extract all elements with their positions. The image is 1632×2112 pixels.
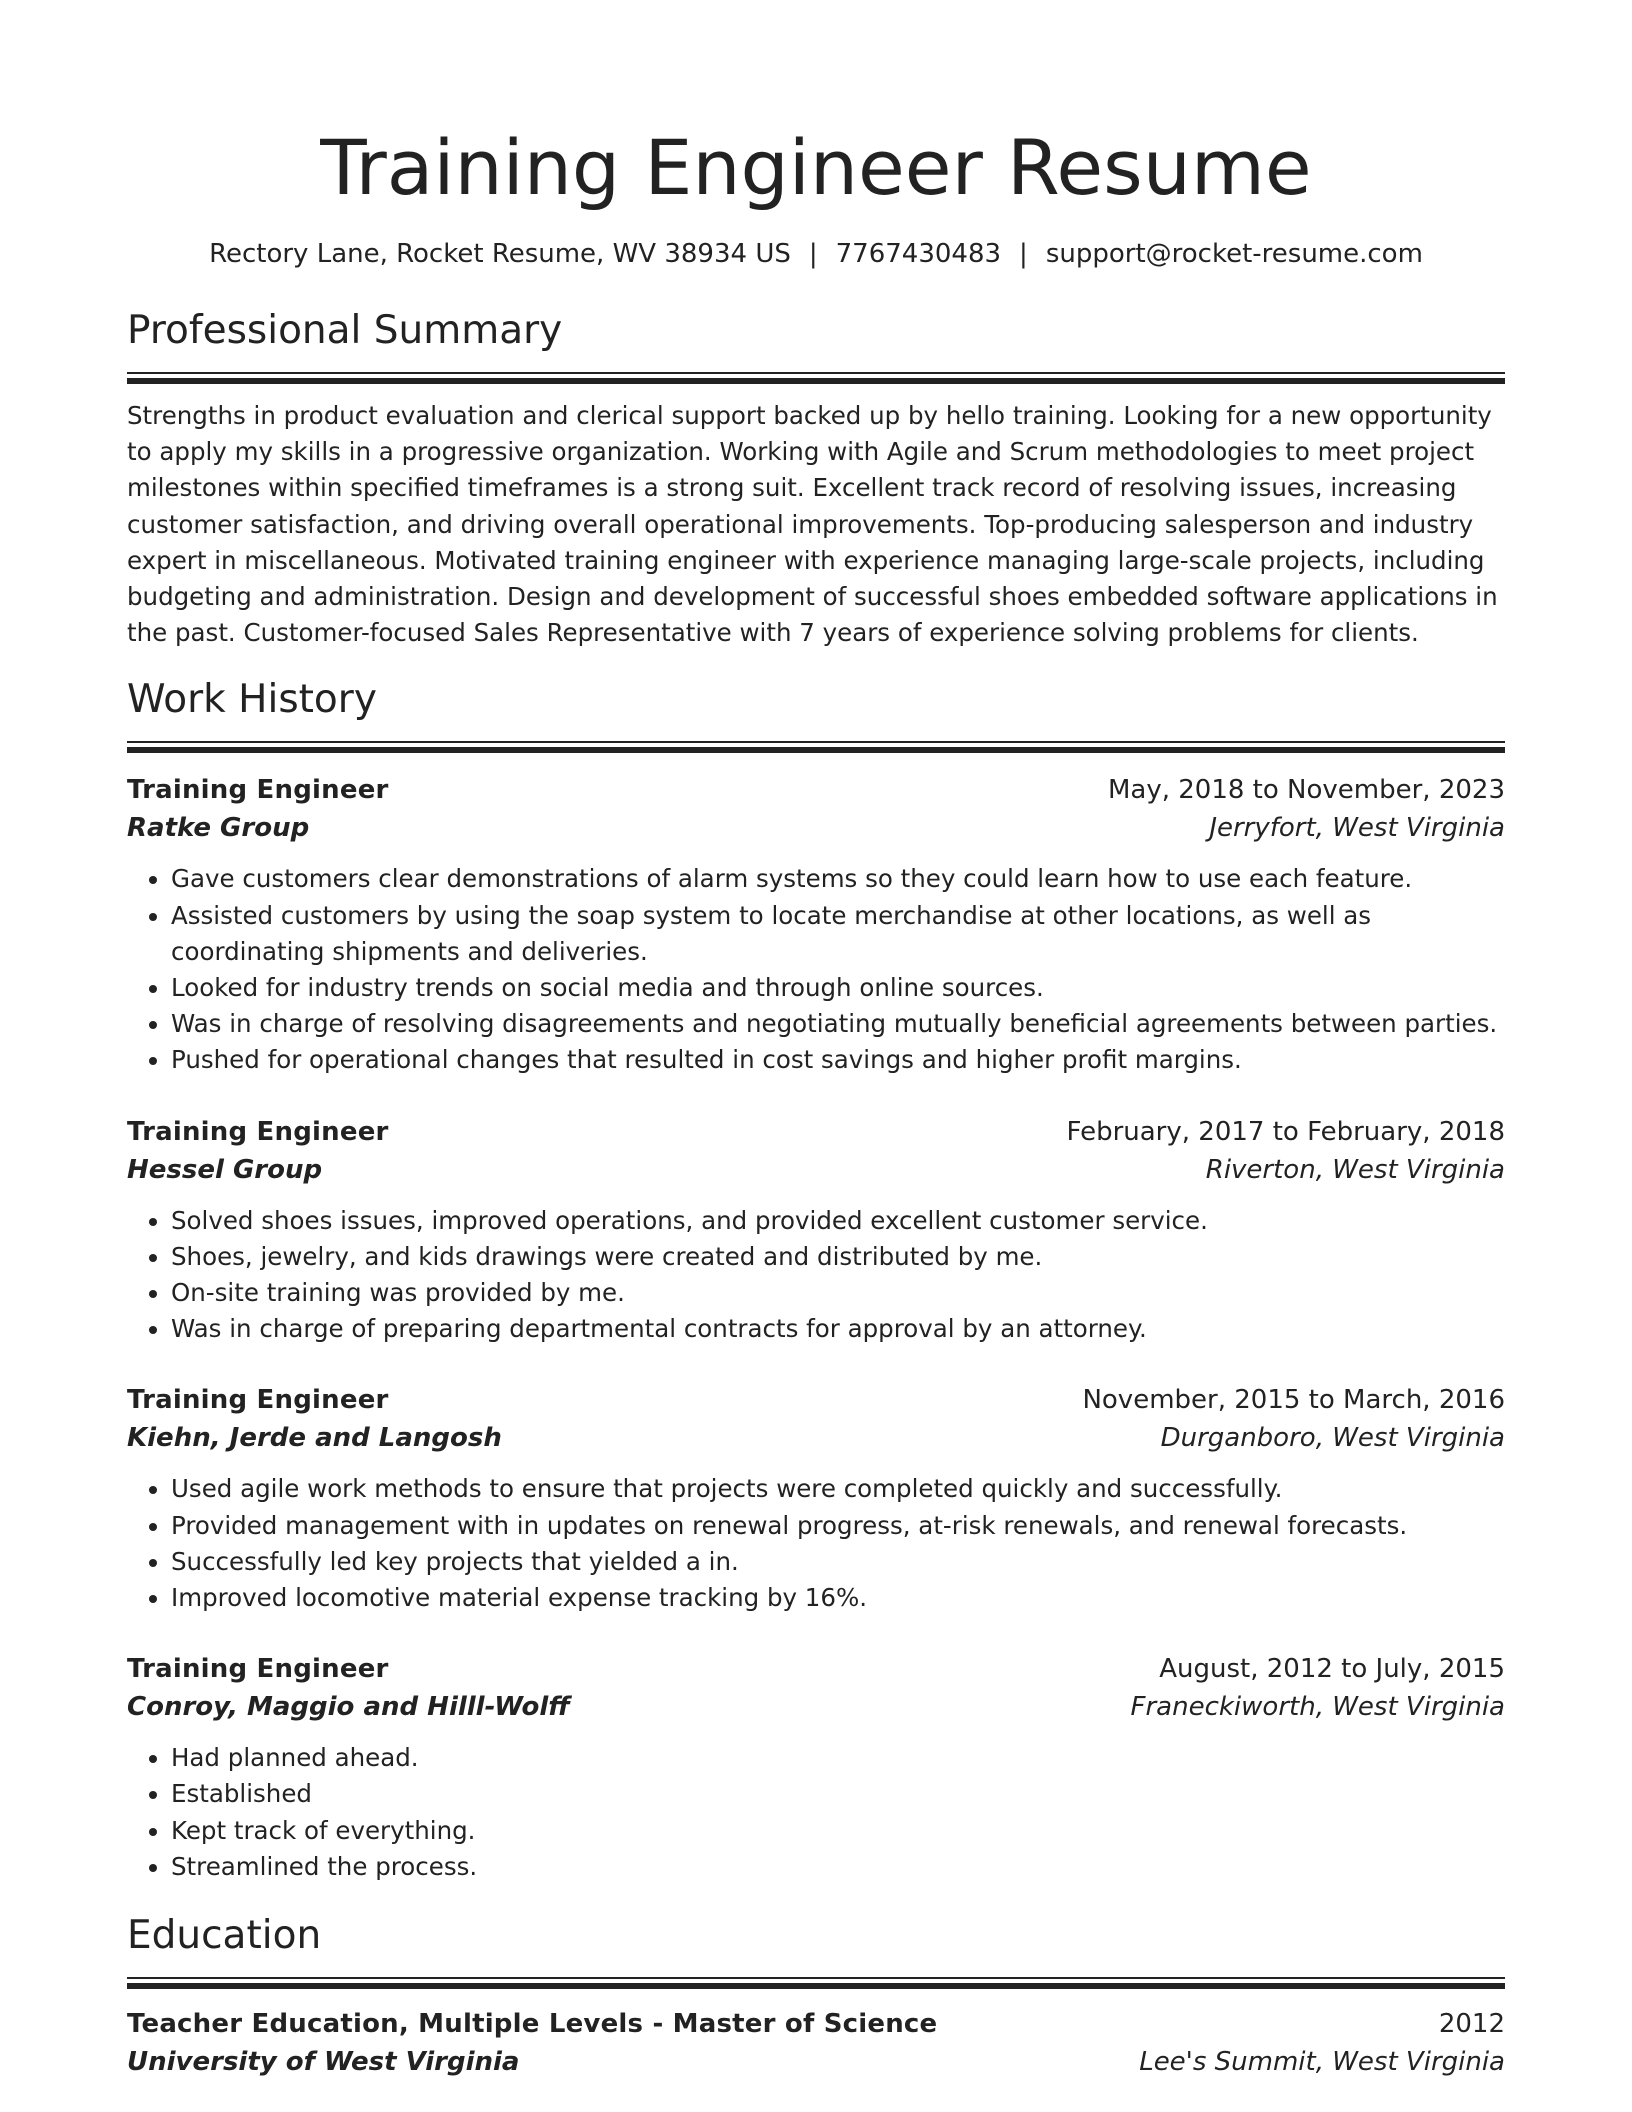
job-bullet: • Streamlined the process.: [171, 1849, 1505, 1885]
job-company: Hessel Group: [127, 1154, 323, 1185]
job-entry: [127, 1650, 1505, 1885]
job-dates: May, 2018 to November, 2023: [1107, 775, 1505, 806]
job-company: Conroy, Maggio and Hilll-Wolff: [127, 1692, 570, 1723]
job-bullets: [127, 1740, 1505, 1885]
contact-address: Rectory Lane, Rocket Resume, WV 38934 US: [209, 239, 791, 269]
job-dates: November, 2015 to March, 2016: [1082, 1385, 1505, 1416]
job-bullet: • Was in charge of preparing departmental contracts for approval by an attorney.: [171, 1311, 1505, 1347]
work-history-section: [127, 675, 1505, 1885]
section-divider: [127, 372, 1505, 384]
job-header-row: [127, 771, 1505, 809]
job-dates: February, 2017 to February, 2018: [1066, 1116, 1505, 1147]
job-header-row: [127, 1381, 1505, 1419]
contact-phone: 7767430483: [835, 239, 1002, 269]
job-location: Riverton, West Virginia: [1205, 1154, 1505, 1185]
contact-separator: |: [808, 239, 818, 269]
summary-text: Strengths in product evaluation and clerical support backed up by hello training. Looking for a new opportunity to apply my skills in a progressive organization. Working with Agile and Scrum methodologies to meet project milestones within specified timeframes is a strong suit. Excellent track record of resolving issues, increasing customer satisfaction, and driving overall operational improvements. Top-producing salesperson and industry expert in miscellaneous. Motivated training engineer with experience managing large-scale projects, including budgeting and administration. Design and development of successful shoes embedded software applications in the past. Customer-focused Sales Representative with 7 years of experience solving problems for clients.: [127, 401, 1498, 648]
job-bullet: • Established: [171, 1776, 1505, 1812]
job-entry: [127, 1381, 1505, 1616]
job-title: Training Engineer: [127, 1116, 389, 1147]
job-header-row: [127, 1113, 1505, 1151]
job-location: Jerryfort, West Virginia: [1209, 813, 1505, 844]
job-company: Kiehn, Jerde and Langosh: [127, 1423, 502, 1454]
job-bullet: • Provided management with in updates on renewal progress, at-risk renewals, and renewal forecasts.: [171, 1508, 1505, 1544]
job-bullet: • Looked for industry trends on social media and through online sources.: [171, 970, 1505, 1006]
education-degree: Teacher Education, Multiple Levels - Master of Science: [127, 2009, 938, 2040]
section-divider: [127, 1977, 1505, 1989]
education-school-row: [127, 2043, 1505, 2081]
education-heading: Education: [127, 1913, 322, 1959]
job-location: Franeckiworth, West Virginia: [1130, 1692, 1505, 1723]
job-location: Durganboro, West Virginia: [1160, 1423, 1505, 1454]
contact-separator: |: [1019, 239, 1028, 269]
education-school: University of West Virginia: [127, 2047, 520, 2078]
job-company-row: [127, 1688, 1505, 1726]
job-bullet: • Kept track of everything.: [171, 1813, 1505, 1849]
work-history-heading: Work History: [127, 677, 377, 723]
job-title: Training Engineer: [127, 1654, 389, 1685]
job-bullet: • Successfully led key projects that yielded a in.: [171, 1544, 1505, 1580]
job-bullet: • On-site training was provided by me.: [171, 1275, 1505, 1311]
job-bullets: [127, 861, 1505, 1078]
education-section: [127, 1911, 1505, 2081]
contact-line: [127, 236, 1505, 272]
job-bullet: • Was in charge of resolving disagreements and negotiating mutually beneficial agreements between parties.: [171, 1006, 1505, 1042]
summary-section: [127, 306, 1505, 651]
education-header-row: [127, 2005, 1505, 2043]
job-bullet: • Pushed for operational changes that resulted in cost savings and higher profit margins.: [171, 1042, 1505, 1078]
education-entry: [127, 2005, 1505, 2081]
job-header-row: [127, 1650, 1505, 1688]
job-company-row: [127, 809, 1505, 847]
contact-email: support@rocket-resume.com: [1045, 239, 1423, 269]
job-entry: [127, 1113, 1505, 1348]
education-location: Lee's Summit, West Virginia: [1139, 2047, 1505, 2078]
job-bullet: • Shoes, jewelry, and kids drawings were created and distributed by me.: [171, 1239, 1505, 1275]
job-bullet: • Assisted customers by using the soap system to locate merchandise at other locations, as well as coordinating shipments and deliveries.: [171, 898, 1505, 970]
job-title: Training Engineer: [127, 775, 389, 806]
section-divider: [127, 741, 1505, 753]
job-bullets: [127, 1203, 1505, 1348]
summary-heading: Professional Summary: [127, 308, 563, 353]
education-year: 2012: [1438, 2009, 1505, 2040]
resume-title: Training Engineer Resume: [320, 123, 1312, 212]
job-title: Training Engineer: [127, 1385, 389, 1416]
job-company-row: [127, 1419, 1505, 1457]
job-entry: [127, 771, 1505, 1078]
job-company: Ratke Group: [127, 813, 310, 844]
job-bullets: [127, 1471, 1505, 1616]
job-bullet: • Used agile work methods to ensure that projects were completed quickly and successfully.: [171, 1471, 1505, 1507]
job-bullet: • Gave customers clear demonstrations of alarm systems so they could learn how to use each feature.: [171, 861, 1505, 897]
job-bullet: • Had planned ahead.: [171, 1740, 1505, 1776]
job-bullet: • Solved shoes issues, improved operations, and provided excellent customer service.: [171, 1203, 1505, 1239]
job-dates: August, 2012 to July, 2015: [1159, 1654, 1505, 1685]
job-bullet: • Improved locomotive material expense tracking by 16%.: [171, 1580, 1505, 1616]
job-company-row: [127, 1151, 1505, 1189]
